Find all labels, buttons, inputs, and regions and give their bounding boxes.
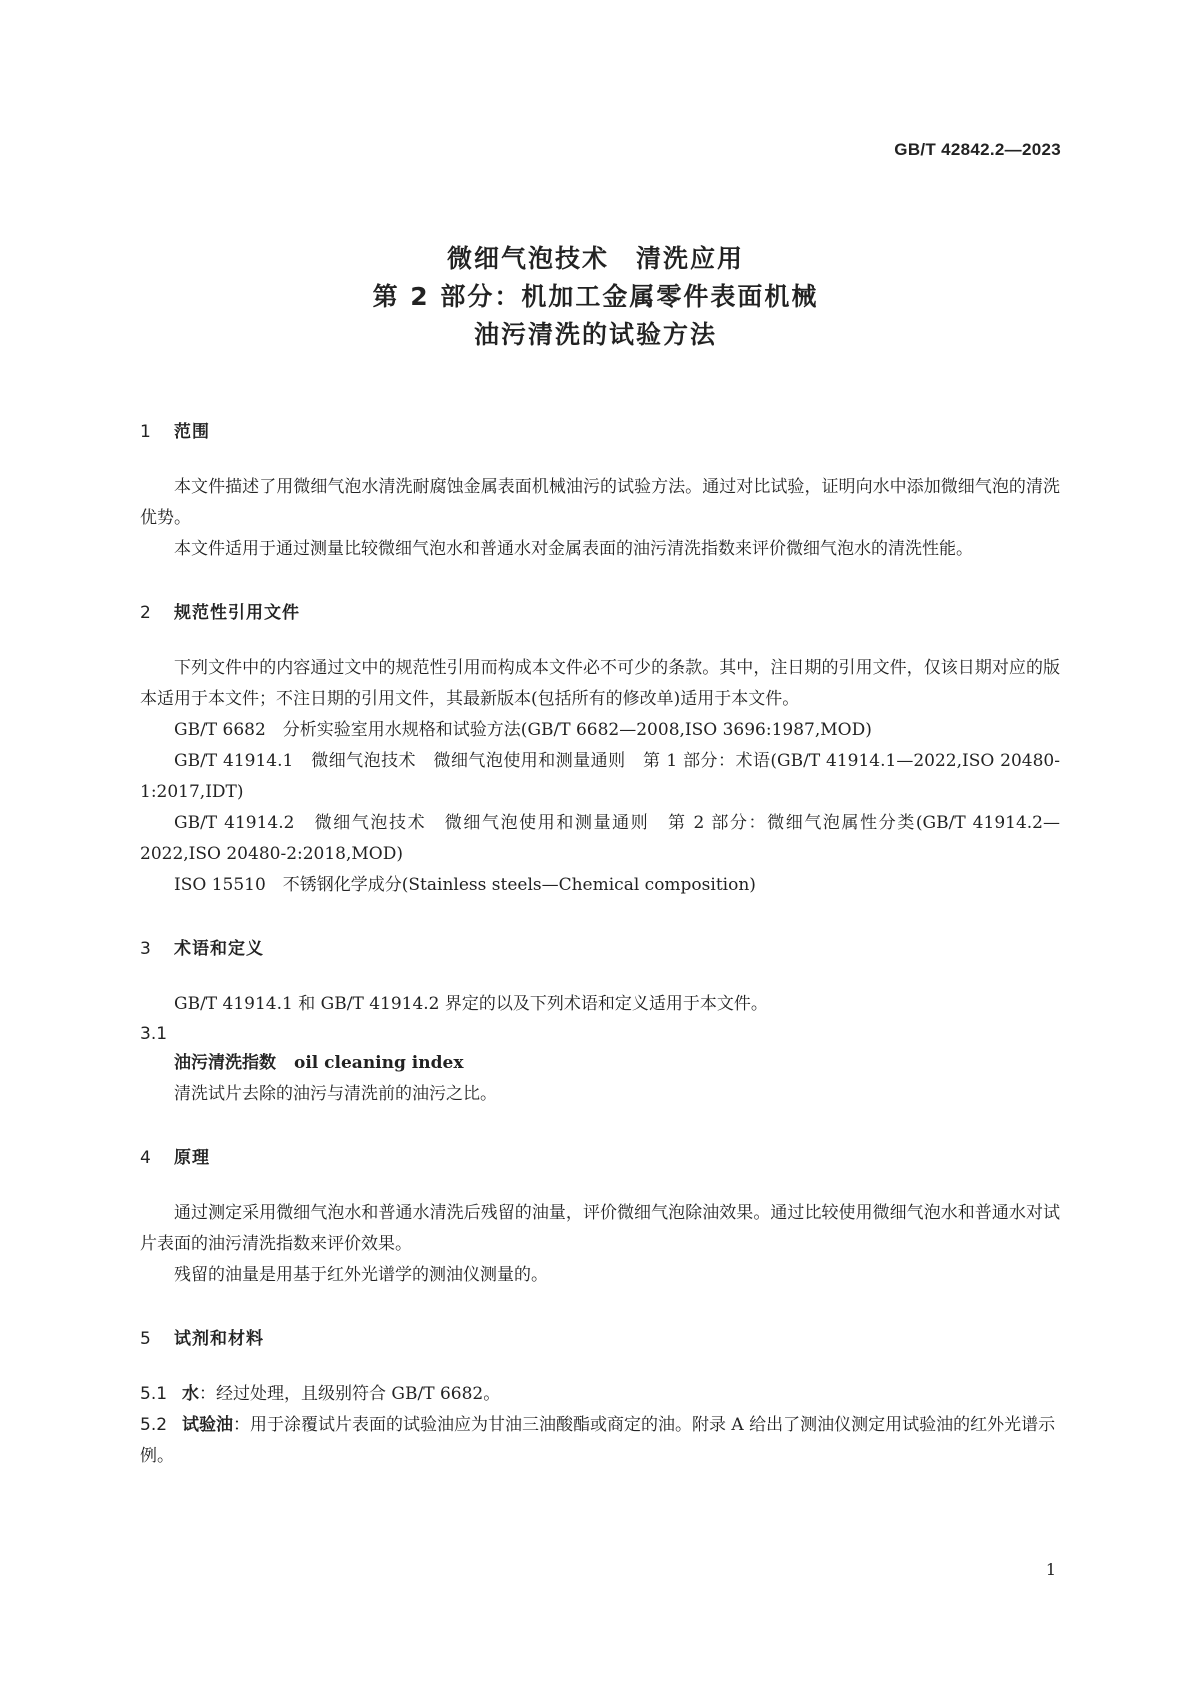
section-number: 1 [140, 422, 152, 442]
paragraph: 残留的油量是用基于红外光谱学的测油仪测量的。 [174, 1265, 548, 1285]
document-body [140, 420, 1060, 1472]
clause-test-oil [140, 1410, 1060, 1472]
reference-item: GB/T 41914.2 微细气泡技术 微细气泡使用和测量通则 第 2 部分：微细气泡属性分类(GB/T 41914.2—2022,ISO 20480-2:2018,MOD) [140, 813, 1060, 864]
section-number: 5 [140, 1329, 152, 1349]
section-number: 3 [140, 939, 152, 959]
paragraph: GB/T 41914.1 和 GB/T 41914.2 界定的以及下列术语和定义适用于本文件。 [174, 994, 768, 1014]
section-title: 试剂和材料 [174, 1329, 264, 1349]
clause-water [140, 1379, 1060, 1410]
paragraph: 通过测定采用微细气泡水和普通水清洗后残留的油量，评价微细气泡除油效果。通过比较使用微细气泡水和普通水对试片表面的油污清洗指数来评价效果。 [140, 1203, 1060, 1254]
paragraph: 下列文件中的内容通过文中的规范性引用而构成本文件必不可少的条款。其中，注日期的引用文件，仅该日期对应的版本适用于本文件；不注日期的引用文件，其最新版本(包括所有的修改单)适用于本文件。 [140, 658, 1060, 709]
section-heading-normative-references [140, 601, 1060, 625]
clause-text: ：经过处理，且级别符合 GB/T 6682。 [199, 1384, 501, 1404]
term-number: 3.1 [140, 1024, 168, 1044]
section-title: 术语和定义 [174, 939, 264, 959]
title-line-3: 油污清洗的试验方法 [473, 320, 717, 349]
term-definition: 清洗试片去除的油污与清洗前的油污之比。 [174, 1084, 497, 1104]
clause-text: ：用于涂覆试片表面的试验油应为甘油三油酸酯或商定的油。附录 A 给出了测油仪测定用试验油的红外光谱示例。 [140, 1415, 1056, 1466]
standard-code: GB/T 42842.2—2023 [894, 140, 1061, 159]
section-heading-principle [140, 1146, 1060, 1170]
term-entry [140, 1048, 1060, 1079]
clause-key: 试验油 [182, 1415, 233, 1435]
section-title: 原理 [174, 1148, 210, 1168]
reference-item: ISO 15510 不锈钢化学成分(Stainless steels—Chemical composition) [174, 875, 756, 895]
paragraph: 本文件适用于通过测量比较微细气泡水和普通水对金属表面的油污清洗指数来评价微细气泡水的清洗性能。 [174, 539, 973, 559]
title-line-1: 微细气泡技术 清洗应用 [446, 244, 744, 273]
section-heading-scope [140, 420, 1060, 444]
section-title: 范围 [174, 422, 210, 442]
section-number: 2 [140, 603, 152, 623]
section-heading-reagents [140, 1327, 1060, 1351]
section-number: 4 [140, 1148, 152, 1168]
term-english: oil cleaning index [294, 1053, 464, 1073]
term-chinese: 油污清洗指数 [174, 1053, 276, 1073]
page-number: 1 [1045, 1560, 1056, 1579]
section-title: 规范性引用文件 [174, 603, 300, 623]
clause-number: 5.2 [140, 1415, 168, 1435]
clause-key: 水 [182, 1384, 199, 1404]
title-line-2: 第 2 部分：机加工金属零件表面机械 [372, 282, 819, 311]
document-title [0, 240, 1191, 354]
clause-number: 5.1 [140, 1384, 168, 1404]
paragraph: 本文件描述了用微细气泡水清洗耐腐蚀金属表面机械油污的试验方法。通过对比试验，证明向水中添加微细气泡的清洗优势。 [140, 477, 1060, 528]
reference-item: GB/T 6682 分析实验室用水规格和试验方法(GB/T 6682—2008,ISO 3696:1987,MOD) [174, 720, 872, 740]
reference-item: GB/T 41914.1 微细气泡技术 微细气泡使用和测量通则 第 1 部分：术语(GB/T 41914.1—2022,ISO 20480-1:2017,IDT) [140, 751, 1060, 802]
section-heading-terms [140, 937, 1060, 961]
